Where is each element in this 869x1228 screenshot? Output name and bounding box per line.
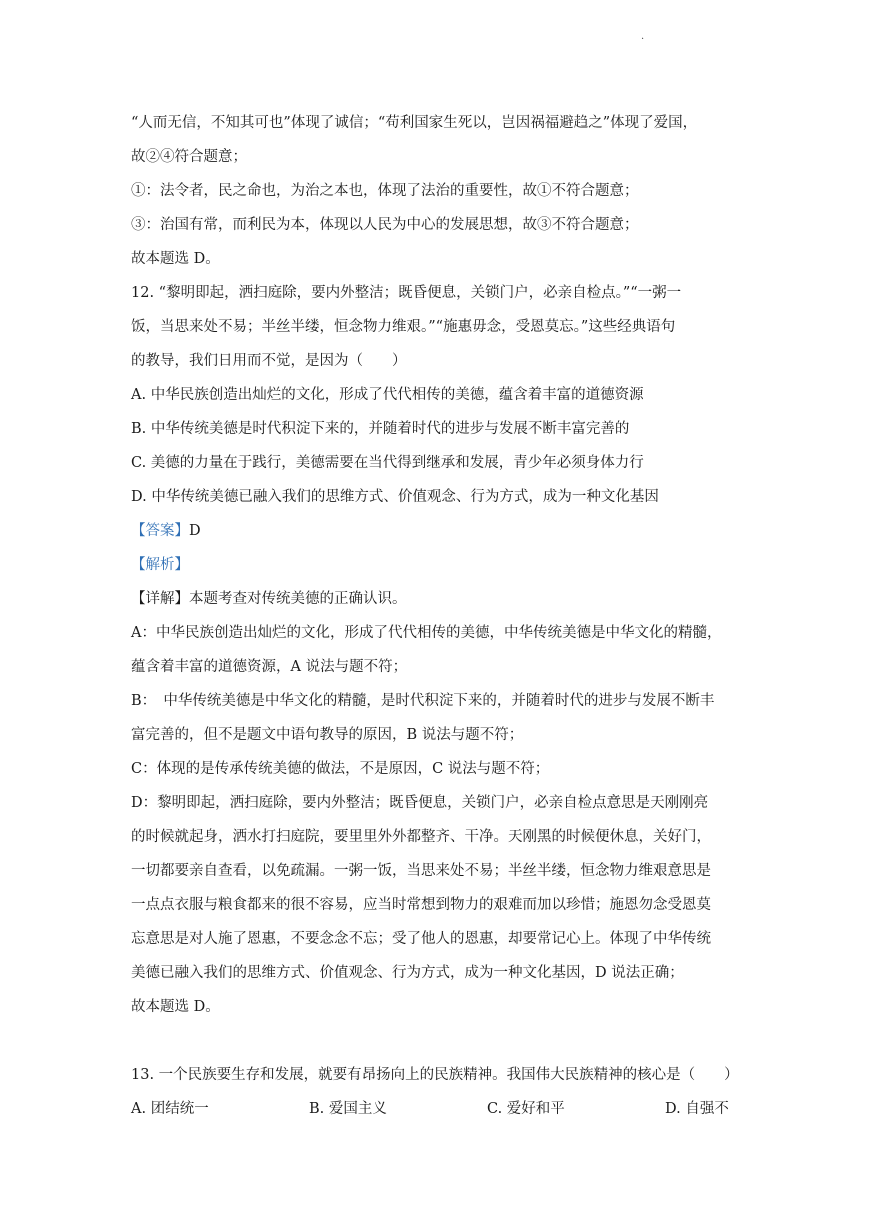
detail-line: B： 中华传统美德是中华文化的精髓，是时代积淀下来的，并随着时代的进步与发展不断丰 [131, 693, 715, 709]
detail-line: A：中华民族创造出灿烂的文化，形成了代代相传的美德，中华传统美德是中华文化的精髓， [131, 625, 722, 641]
spacer [131, 1024, 743, 1058]
detail-line: 一切都要亲自查看，以免疏漏。一粥一饭，当思来处不易；半丝半缕，恒念物力维艰意思是 [131, 863, 711, 879]
paragraph: 故本题选 D。 [131, 251, 220, 267]
document-body [131, 106, 743, 1126]
detail-line: C：体现的是传承传统美德的做法，不是原因，C 说法与题不符； [131, 761, 550, 777]
question-12-stem: 饭，当思来处不易；半丝半缕，恒念物力维艰。”“施惠毋念，受恩莫忘。”这些经典语句 [131, 319, 676, 335]
question-12-option-b: B. 中华传统美德是时代积淀下来的，并随着时代的进步与发展不断丰富完善的 [131, 421, 630, 437]
question-12-option-a: A. 中华民族创造出灿烂的文化，形成了代代相传的美德，蕴含着丰富的道德资源 [131, 387, 644, 403]
detail-line: 富完善的，但不是题文中语句教导的原因，B 说法与题不符； [131, 727, 524, 743]
analysis-label: 【解析】 [131, 557, 189, 573]
answer-line [131, 514, 743, 548]
detail-line: 美德已融入我们的思维方式、价值观念、行为方式，成为一种文化基因，D 说法正确； [131, 965, 684, 981]
paragraph: ③：治国有常，而利民为本，体现以人民为中心的发展思想，故③不符合题意； [131, 217, 639, 233]
question-13-option-a: A. 团结统一 [131, 1101, 209, 1117]
detail-line: 一点点衣服与粮食都来的很不容易，应当时常想到物力的艰难而加以珍惜；施恩勿念受恩莫 [131, 897, 711, 913]
question-13-option-c: C. 爱好和平 [487, 1101, 565, 1117]
paragraph: ①：法令者，民之命也，为治之本也，体现了法治的重要性，故①不符合题意； [131, 183, 639, 199]
detail-line: 【详解】本题考查对传统美德的正确认识。 [131, 591, 407, 607]
question-13-option-d: D. 自强不 [665, 1101, 729, 1117]
detail-line: D：黎明即起，洒扫庭除，要内外整洁；既昏便息，关锁门户，必亲自检点意思是天刚刚亮 [131, 795, 709, 811]
question-12-option-c: C. 美德的力量在于践行，美德需要在当代得到继承和发展，青少年必须身体力行 [131, 455, 644, 471]
detail-line: 故本题选 D。 [131, 999, 220, 1015]
answer-label: 【答案】 [131, 523, 189, 539]
answer-value: D [189, 523, 201, 539]
question-12-stem: 的教导，我们日用而不觉，是因为（ ） [131, 353, 407, 369]
page-mark: · [641, 34, 645, 45]
question-13-option-b: B. 爱国主义 [309, 1101, 387, 1117]
detail-line: 的时候就起身，洒水打扫庭院，要里里外外都整齐、干净。天刚黑的时候便休息，关好门， [131, 829, 711, 845]
detail-line: 蕴含着丰富的道德资源，A 说法与题不符； [131, 659, 408, 675]
paragraph: “人而无信，不知其可也”体现了诚信；“苟利国家生死以，岂因祸福避趋之”体现了爱国， [131, 115, 698, 131]
paragraph: 故②④符合题意； [131, 149, 247, 165]
question-12-option-d: D. 中华传统美德已融入我们的思维方式、价值观念、行为方式，成为一种文化基因 [131, 489, 659, 505]
question-12-stem: 12. “黎明即起，洒扫庭除，要内外整洁；既昏便息，关锁门户，必亲自检点。”“一粥一 [131, 285, 682, 301]
detail-line: 忘意思是对人施了恩惠，不要念念不忘；受了他人的恩惠，却要常记心上。体现了中华传统 [131, 931, 711, 947]
question-13-stem: 13. 一个民族要生存和发展，就要有昂扬向上的民族精神。我国伟大民族精神的核心是（ ） [131, 1067, 739, 1083]
question-13-options [131, 1092, 743, 1126]
